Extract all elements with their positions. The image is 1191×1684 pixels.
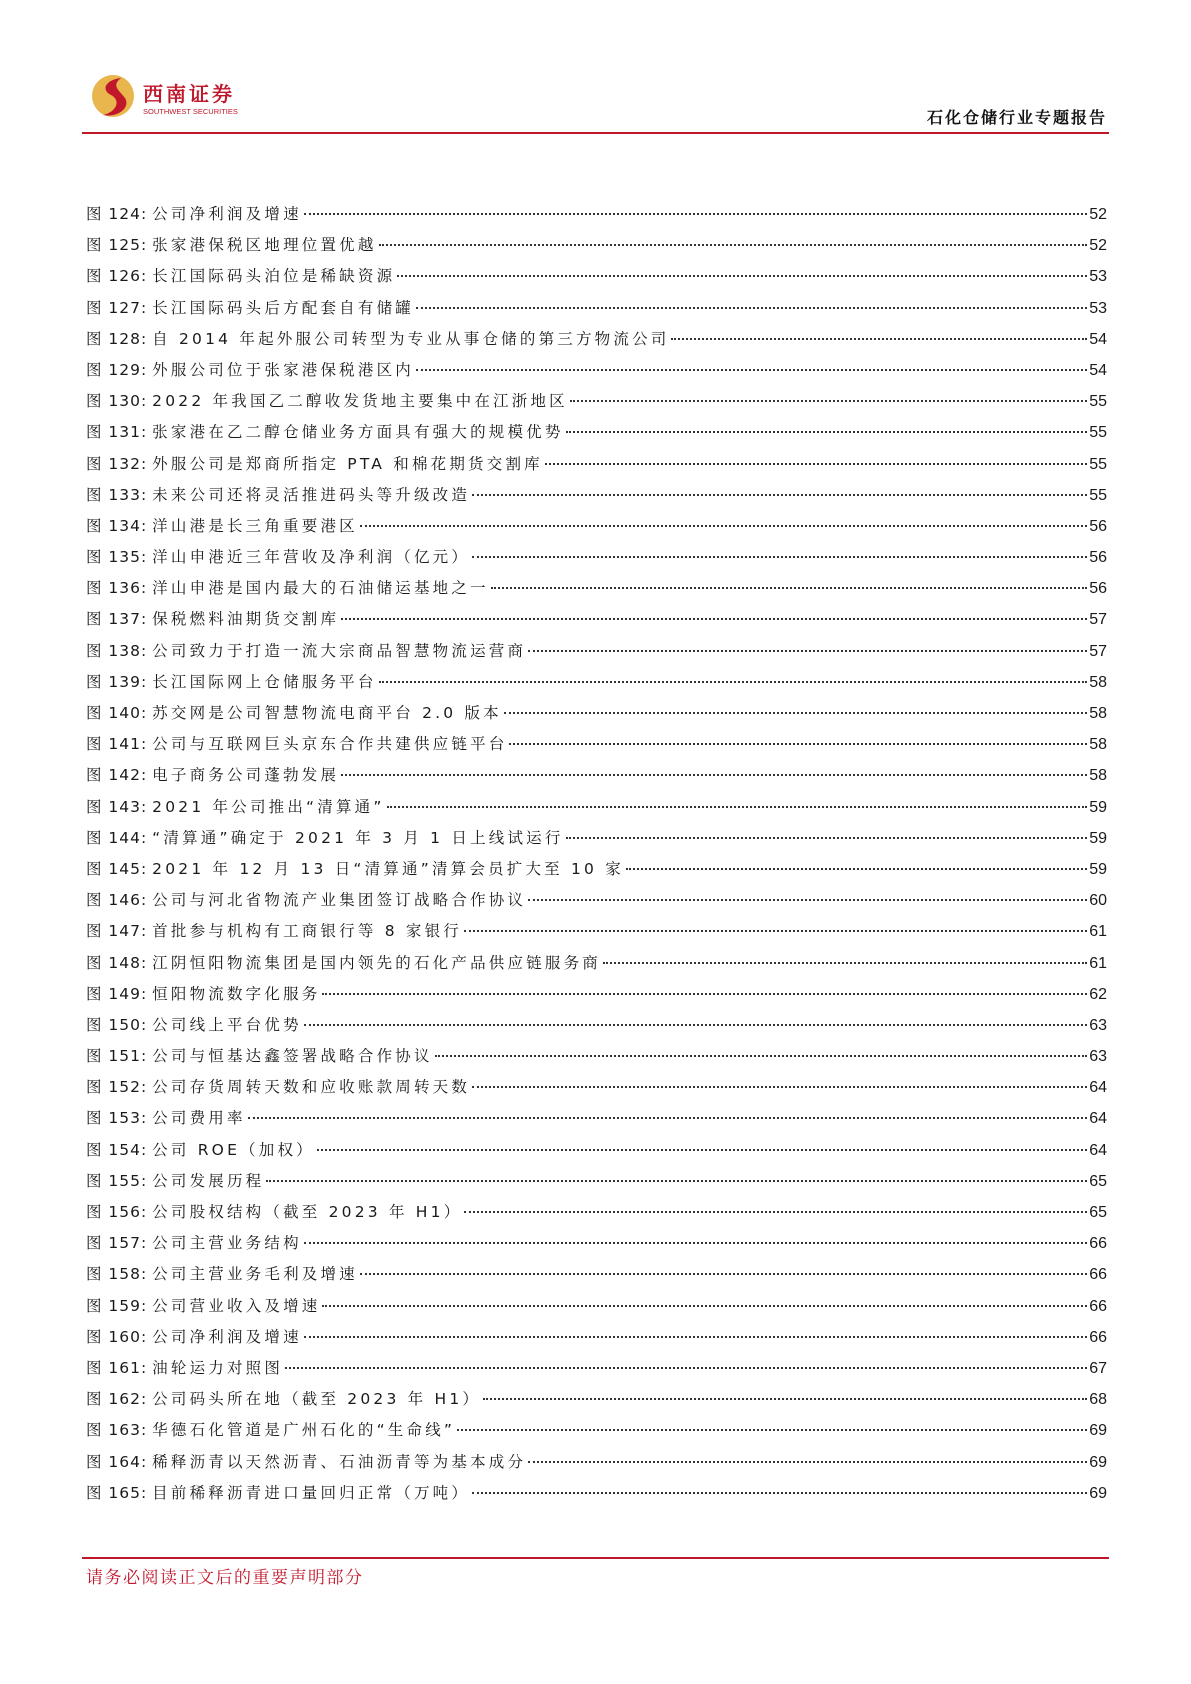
- dot-leader: [341, 618, 1087, 620]
- figure-title: 油轮运力对照图: [152, 1358, 284, 1377]
- dot-leader: [472, 1492, 1087, 1494]
- dot-leader: [491, 587, 1087, 589]
- toc-entry[interactable]: [86, 826, 1107, 857]
- toc-entry-label: [86, 919, 462, 941]
- dot-leader: [360, 1273, 1087, 1275]
- figure-number: 图 126:: [86, 267, 148, 286]
- figure-number: 图 124:: [86, 205, 148, 223]
- figure-title: 公司净利润及增速: [152, 1327, 302, 1346]
- page-number: 52: [1089, 206, 1107, 223]
- page-number: 55: [1089, 393, 1107, 411]
- page-number: 68: [1089, 1391, 1107, 1409]
- toc-entry-label: [86, 639, 526, 661]
- figure-number: 图 141:: [86, 735, 148, 754]
- page-number: 67: [1089, 1359, 1107, 1377]
- toc-entry-label: [86, 1387, 481, 1409]
- toc-entry[interactable]: [86, 607, 1107, 638]
- figure-title: 恒阳物流数字化服务: [152, 984, 321, 1003]
- dot-leader: [457, 1429, 1087, 1431]
- toc-entry[interactable]: [86, 951, 1107, 982]
- toc-entry[interactable]: [86, 795, 1107, 826]
- toc-entry-label: [86, 296, 414, 318]
- toc-entry[interactable]: [86, 701, 1107, 732]
- figure-number: 图 154:: [86, 1140, 148, 1159]
- toc-entry-label: [86, 763, 339, 785]
- page-number: 58: [1089, 736, 1107, 754]
- figure-title: 苏交网是公司智慧物流电商平台 2.0 版本: [152, 704, 502, 722]
- dot-leader: [266, 1180, 1087, 1182]
- figure-number: 图 151:: [86, 1047, 148, 1066]
- toc-entry-label: [86, 389, 568, 411]
- dot-leader: [464, 930, 1087, 932]
- figure-title: 华德石化管道是广州石化的“生命线”: [152, 1421, 456, 1440]
- footer-divider: [82, 1557, 1109, 1559]
- figure-number: 图 164:: [86, 1452, 148, 1471]
- toc-entry-label: [86, 576, 489, 598]
- toc-entry[interactable]: [86, 639, 1107, 670]
- page-number: 66: [1089, 1297, 1107, 1315]
- figure-title: 公司股权结构（截至 2023 年 H1）: [152, 1203, 463, 1221]
- page-number: 55: [1089, 424, 1107, 442]
- page-number: 64: [1089, 1110, 1107, 1128]
- page-number: 59: [1089, 798, 1107, 816]
- dot-leader: [304, 1242, 1087, 1244]
- figure-number: 图 145:: [86, 859, 148, 878]
- toc-entry[interactable]: [86, 857, 1107, 888]
- toc-entry-label: [86, 327, 669, 349]
- page-number: 66: [1089, 1328, 1107, 1346]
- page-number: 59: [1089, 829, 1107, 847]
- figure-title: 公司与河北省物流产业集团签订战略合作协议: [152, 891, 527, 910]
- dot-leader: [528, 650, 1087, 652]
- figure-title: 公司净利润及增速: [152, 205, 302, 223]
- dot-leader: [509, 743, 1087, 745]
- toc-entry-label: [86, 514, 358, 536]
- figure-title: 未来公司还将灵活推进码头等升级改造: [152, 485, 471, 504]
- page-number: 62: [1089, 985, 1107, 1003]
- dot-leader: [285, 1367, 1087, 1369]
- figure-title: 目前稀释沥青进口量回归正常（万吨）: [152, 1483, 471, 1502]
- toc-entry-label: [86, 1262, 358, 1284]
- figure-number: 图 134:: [86, 516, 148, 535]
- page-number: 59: [1089, 860, 1107, 878]
- figure-title: 长江国际码头后方配套自有储罐: [152, 298, 414, 317]
- figure-number: 图 159:: [86, 1296, 148, 1315]
- header-divider: [82, 132, 1109, 134]
- toc-entry[interactable]: [86, 982, 1107, 1013]
- figure-number: 图 130:: [86, 392, 148, 411]
- figure-number: 图 149:: [86, 984, 148, 1003]
- figure-number: 图 147:: [86, 922, 148, 941]
- figure-number: 图 132:: [86, 454, 148, 473]
- toc-entry-label: [86, 701, 502, 723]
- figure-number: 图 135:: [86, 548, 148, 567]
- toc-entry[interactable]: [86, 1356, 1107, 1387]
- toc-entry[interactable]: [86, 483, 1107, 514]
- toc-entry-label: [86, 233, 377, 255]
- page-number: 56: [1089, 549, 1107, 567]
- dot-leader: [566, 837, 1088, 839]
- page-number: 63: [1089, 1048, 1107, 1066]
- figure-number: 图 156:: [86, 1203, 148, 1221]
- toc-entry[interactable]: [86, 1481, 1107, 1512]
- toc-entry-label: [86, 1294, 320, 1316]
- figure-title: 稀释沥青以天然沥青、石油沥青等为基本成分: [152, 1452, 527, 1471]
- toc-entry[interactable]: [86, 576, 1107, 607]
- figure-title: 保税燃料油期货交割库: [152, 610, 340, 629]
- dot-leader: [472, 1086, 1087, 1088]
- figure-title: 江阴恒阳物流集团是国内领先的石化产品供应链服务商: [152, 953, 601, 972]
- figure-number: 图 157:: [86, 1234, 148, 1253]
- toc-entry[interactable]: [86, 1013, 1107, 1044]
- dot-leader: [626, 868, 1087, 870]
- page-number: 57: [1089, 611, 1107, 629]
- figure-title: 公司营业收入及增速: [152, 1296, 321, 1315]
- footer-disclaimer-notice: 请务必阅读正文后的重要声明部分: [86, 1568, 364, 1588]
- figure-title: 公司与恒基达鑫签署战略合作协议: [152, 1047, 433, 1066]
- figure-title: 洋山申港近三年营收及净利润（亿元）: [152, 548, 471, 567]
- figure-title: 长江国际网上仓储服务平台: [152, 672, 377, 691]
- dot-leader: [379, 681, 1088, 683]
- figure-title: 2022 年我国乙二醇收发货地主要集中在江浙地区: [152, 392, 568, 411]
- figure-number: 图 133:: [86, 485, 148, 504]
- dot-leader: [483, 1398, 1087, 1400]
- figure-title: 长江国际码头泊位是稀缺资源: [152, 267, 396, 286]
- figure-number: 图 127:: [86, 298, 148, 317]
- figure-number: 图 129:: [86, 360, 148, 379]
- dot-leader: [566, 431, 1088, 433]
- toc-entry-label: [86, 826, 564, 848]
- figure-title: 公司存货周转天数和应收账款周转天数: [152, 1078, 471, 1097]
- toc-entry-label: [86, 1169, 264, 1191]
- figure-number: 图 140:: [86, 704, 148, 722]
- toc-entry[interactable]: [86, 327, 1107, 358]
- figure-number: 图 139:: [86, 672, 148, 691]
- toc-entry[interactable]: [86, 1169, 1107, 1200]
- logo-chinese-name: 西南证券: [143, 82, 235, 106]
- toc-entry[interactable]: [86, 545, 1107, 576]
- figure-title: 公司致力于打造一流大宗商品智慧物流运营商: [152, 641, 527, 660]
- page-number: 55: [1089, 486, 1107, 504]
- toc-entry-label: [86, 1418, 455, 1440]
- toc-entry-label: [86, 358, 414, 380]
- page-number: 58: [1089, 673, 1107, 691]
- dot-leader: [379, 244, 1088, 246]
- figure-title: 自 2014 年起外服公司转型为专业从事仓储的第三方物流公司: [152, 329, 670, 348]
- toc-entry-label: [86, 452, 543, 474]
- toc-entry-label: [86, 795, 385, 817]
- figure-number: 图 137:: [86, 610, 148, 629]
- figure-title: 洋山港是长三角重要港区: [152, 516, 358, 535]
- figure-title: 公司发展历程: [152, 1171, 265, 1190]
- toc-entry[interactable]: [86, 264, 1107, 295]
- page-number: 53: [1089, 268, 1107, 286]
- page-number: 69: [1089, 1453, 1107, 1471]
- toc-entry[interactable]: [86, 732, 1107, 763]
- dot-leader: [248, 1117, 1088, 1119]
- dot-leader: [360, 525, 1087, 527]
- dot-leader: [416, 307, 1087, 309]
- dot-leader: [545, 463, 1087, 465]
- toc-entry-label: [86, 264, 395, 286]
- toc-entry[interactable]: [86, 1231, 1107, 1262]
- figure-number: 图 143:: [86, 797, 148, 816]
- figure-title: 洋山申港是国内最大的石油储运基地之一: [152, 579, 489, 598]
- figure-number: 图 155:: [86, 1171, 148, 1190]
- figure-number: 图 125:: [86, 236, 148, 255]
- figure-number: 图 146:: [86, 891, 148, 910]
- toc-entry[interactable]: [86, 888, 1107, 919]
- dot-leader: [387, 806, 1088, 808]
- dot-leader: [435, 1055, 1088, 1057]
- figure-table-of-contents: [86, 202, 1107, 1512]
- figure-number: 图 144:: [86, 828, 148, 847]
- figure-title: 公司线上平台优势: [152, 1015, 302, 1034]
- toc-entry-label: [86, 857, 624, 879]
- page-number: 64: [1089, 1141, 1107, 1159]
- figure-number: 图 142:: [86, 766, 148, 785]
- page-number: 65: [1089, 1172, 1107, 1190]
- toc-entry-label: [86, 1356, 283, 1378]
- dot-leader: [603, 962, 1087, 964]
- figure-number: 图 148:: [86, 953, 148, 972]
- figure-title: 张家港保税区地理位置优越: [152, 236, 377, 255]
- figure-title: 公司主营业务毛利及增速: [152, 1265, 358, 1284]
- toc-entry-label: [86, 1325, 302, 1347]
- figure-number: 图 138:: [86, 641, 148, 660]
- toc-entry[interactable]: [86, 1450, 1107, 1481]
- figure-number: 图 136:: [86, 579, 148, 598]
- figure-title: 首批参与机构有工商银行等 8 家银行: [152, 922, 462, 941]
- dot-leader: [472, 556, 1087, 558]
- figure-title: 公司码头所在地（截至 2023 年 H1）: [152, 1390, 482, 1409]
- dot-leader: [304, 213, 1087, 215]
- company-logo: [91, 74, 241, 120]
- toc-entry[interactable]: [86, 233, 1107, 264]
- page-number: 55: [1089, 455, 1107, 473]
- toc-entry-label: [86, 545, 470, 567]
- toc-entry-label: [86, 1138, 315, 1160]
- figure-number: 图 152:: [86, 1078, 148, 1097]
- toc-entry-label: [86, 420, 564, 442]
- toc-entry-label: [86, 1106, 246, 1128]
- figure-number: 图 131:: [86, 423, 148, 442]
- toc-entry-label: [86, 1200, 462, 1222]
- toc-entry-label: [86, 607, 339, 629]
- dot-leader: [671, 338, 1087, 340]
- figure-number: 图 163:: [86, 1421, 148, 1440]
- page-number: 64: [1089, 1079, 1107, 1097]
- toc-entry-label: [86, 1013, 302, 1035]
- toc-entry-label: [86, 1450, 526, 1472]
- toc-entry[interactable]: [86, 1418, 1107, 1449]
- page-number: 63: [1089, 1016, 1107, 1034]
- dot-leader: [397, 275, 1087, 277]
- page-number: 60: [1089, 892, 1107, 910]
- page-number: 54: [1089, 361, 1107, 379]
- toc-entry[interactable]: [86, 1106, 1107, 1137]
- figure-title: “清算通”确定于 2021 年 3 月 1 日上线试运行: [152, 828, 564, 847]
- dot-leader: [304, 1336, 1087, 1338]
- page-number: 66: [1089, 1266, 1107, 1284]
- figure-number: 图 153:: [86, 1109, 148, 1128]
- figure-number: 图 165:: [86, 1483, 148, 1502]
- figure-number: 图 160:: [86, 1327, 148, 1346]
- toc-entry-label: [86, 670, 377, 692]
- page-number: 57: [1089, 642, 1107, 660]
- dot-leader: [304, 1024, 1087, 1026]
- dot-leader: [472, 494, 1087, 496]
- page-number: 66: [1089, 1235, 1107, 1253]
- report-title: 石化仓储行业专题报告: [926, 108, 1107, 127]
- toc-entry[interactable]: [86, 919, 1107, 950]
- figure-title: 公司主营业务结构: [152, 1234, 302, 1253]
- figure-title: 外服公司位于张家港保税港区内: [152, 360, 414, 379]
- page-number: 69: [1089, 1484, 1107, 1502]
- figure-number: 图 158:: [86, 1265, 148, 1284]
- toc-entry[interactable]: [86, 389, 1107, 420]
- page-number: 54: [1089, 330, 1107, 348]
- figure-title: 外服公司是郑商所指定 PTA 和棉花期货交割库: [152, 454, 543, 473]
- toc-entry-label: [86, 1481, 470, 1503]
- toc-entry-label: [86, 1075, 470, 1097]
- dot-leader: [322, 1305, 1087, 1307]
- dot-leader: [504, 712, 1087, 714]
- dot-leader: [528, 899, 1087, 901]
- figure-title: 张家港在乙二醇仓储业务方面具有强大的规模优势: [152, 423, 564, 442]
- toc-entry[interactable]: [86, 1294, 1107, 1325]
- toc-entry[interactable]: [86, 763, 1107, 794]
- toc-entry-label: [86, 1231, 302, 1253]
- toc-entry-label: [86, 732, 507, 754]
- toc-entry-label: [86, 1044, 433, 1066]
- toc-entry[interactable]: [86, 1075, 1107, 1106]
- toc-entry-label: [86, 888, 526, 910]
- toc-entry[interactable]: [86, 358, 1107, 389]
- toc-entry[interactable]: [86, 1387, 1107, 1418]
- dot-leader: [464, 1211, 1087, 1213]
- page-number: 58: [1089, 767, 1107, 785]
- toc-entry-label: [86, 951, 601, 973]
- page-number: 61: [1089, 923, 1107, 941]
- toc-entry[interactable]: [86, 514, 1107, 545]
- toc-entry[interactable]: [86, 420, 1107, 451]
- figure-number: 图 162:: [86, 1390, 148, 1409]
- toc-entry[interactable]: [86, 452, 1107, 483]
- page-number: 58: [1089, 705, 1107, 722]
- figure-title: 2021 年 12 月 13 日“清算通”清算会员扩大至 10 家: [152, 859, 624, 878]
- figure-number: 图 161:: [86, 1358, 148, 1377]
- dot-leader: [317, 1149, 1087, 1151]
- figure-number: 图 150:: [86, 1015, 148, 1034]
- toc-entry[interactable]: [86, 1044, 1107, 1075]
- toc-entry[interactable]: [86, 296, 1107, 327]
- page-number: 53: [1089, 299, 1107, 317]
- toc-entry[interactable]: [86, 202, 1107, 233]
- figure-title: 电子商务公司蓬勃发展: [152, 766, 340, 785]
- toc-entry[interactable]: [86, 1262, 1107, 1293]
- page-number: 56: [1089, 580, 1107, 598]
- dot-leader: [416, 369, 1087, 371]
- logo-mark-icon: [91, 74, 135, 118]
- logo-english-name: SOUTHWEST SECURITIES: [143, 107, 238, 116]
- page-number: 69: [1089, 1422, 1107, 1440]
- figure-title: 公司与互联网巨头京东合作共建供应链平台: [152, 735, 508, 754]
- page-number: 61: [1089, 954, 1107, 972]
- toc-entry-label: [86, 483, 470, 505]
- figure-title: 公司 ROE（加权）: [152, 1140, 315, 1159]
- figure-number: 图 128:: [86, 329, 148, 348]
- toc-entry-label: [86, 982, 320, 1004]
- dot-leader: [570, 400, 1087, 402]
- toc-entry[interactable]: [86, 1138, 1107, 1169]
- toc-entry-label: [86, 202, 302, 224]
- toc-entry[interactable]: [86, 1325, 1107, 1356]
- dot-leader: [341, 774, 1087, 776]
- figure-title: 2021 年公司推出“清算通”: [152, 797, 385, 816]
- figure-title: 公司费用率: [152, 1109, 246, 1128]
- toc-entry[interactable]: [86, 1200, 1107, 1231]
- page-number: 65: [1089, 1204, 1107, 1221]
- page-number: 56: [1089, 517, 1107, 535]
- dot-leader: [322, 993, 1087, 995]
- page-number: 52: [1089, 237, 1107, 255]
- dot-leader: [528, 1461, 1087, 1463]
- toc-entry[interactable]: [86, 670, 1107, 701]
